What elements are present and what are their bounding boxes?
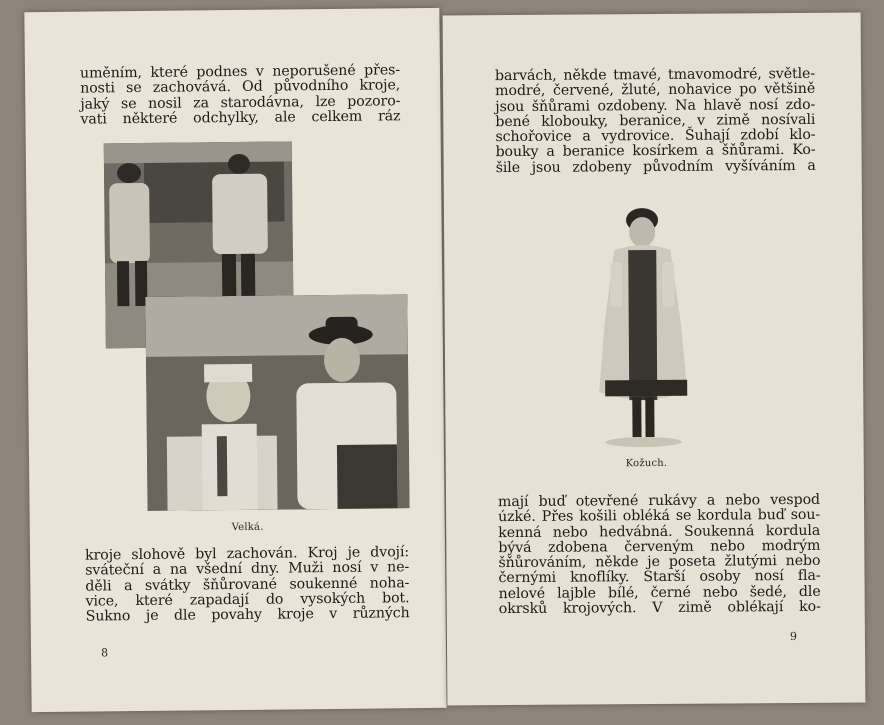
text-line: děli a svátky šňůrované soukenné noha- (85, 574, 410, 595)
text-line: vice, které zapadají do vysokých bot. (85, 590, 410, 610)
text-line: bouky a beranice kosírkem a šňůrami. Ko- (495, 142, 816, 161)
right-page-bottom-text (498, 493, 821, 618)
text-line: okrsků krojových. V zimě oblékají ko- (498, 598, 821, 618)
text-line: mají buď otevřené rukávy a nebo vespod (497, 491, 821, 511)
photo-girl-and-man (145, 294, 409, 511)
text-line: bývá zdobena červeným nebo modrým (498, 537, 821, 556)
left-page-top-text (80, 63, 401, 128)
text-line: barvách, někde tmavé, tmavomodré, světle- (494, 65, 816, 85)
text-line: sváteční a na všední dny. Muži nosí v ne- (85, 559, 410, 579)
text-line: bené klobouky, beranice, v zimě nosívali (495, 111, 816, 130)
right-page-top-text (495, 67, 816, 176)
text-line: nosti se zachovává. Od původního kroje, (80, 77, 401, 97)
illustration-kozuch (584, 202, 701, 449)
text-line: Sukno je dle povahy kroje v různých (85, 605, 410, 625)
left-page-bottom-text (85, 545, 410, 625)
book-spread (22, 6, 872, 718)
text-line: jaký se nosil za starodávna, lze pozoro- (80, 92, 401, 113)
text-line: vati některé odchylky, ale celkem ráz (80, 108, 401, 128)
text-line: černými knoflíky. Starší osoby nosí fla- (498, 568, 821, 587)
text-line: uměním, které podnes v neporušené přes- (79, 62, 401, 82)
text-line: šile jsou zdobeny původním vyšíváním a (495, 157, 816, 176)
text-line: kroje slohově byl zachován. Kroj je dvojí: (84, 544, 410, 564)
text-line: kenná nebo hedvábná. Soukenná kordula (498, 522, 821, 541)
text-line: nelové lajble bílé, černé nebo šedé, dle (498, 583, 821, 602)
text-line: modré, červené, žluté, nohavice po většině (495, 81, 816, 100)
text-line: úzké. Přes košili obléká se kordula buď sou- (498, 507, 821, 526)
right-illustration-caption: Kožuch. (625, 457, 668, 470)
text-line: schořovice a vydrovice. Šuhají zdobí klo- (495, 127, 816, 146)
text-line: jsou šňůrami ozdobeny. Na hlavě nosí zdo- (495, 96, 816, 115)
left-photo-caption: Velká. (231, 521, 264, 534)
right-page (443, 13, 866, 706)
text-line: šňůrováním, někde je poseta žlutými nebo (498, 553, 821, 572)
right-page-number: 9 (789, 630, 797, 644)
left-page-number: 8 (100, 646, 109, 660)
left-page (24, 8, 446, 712)
